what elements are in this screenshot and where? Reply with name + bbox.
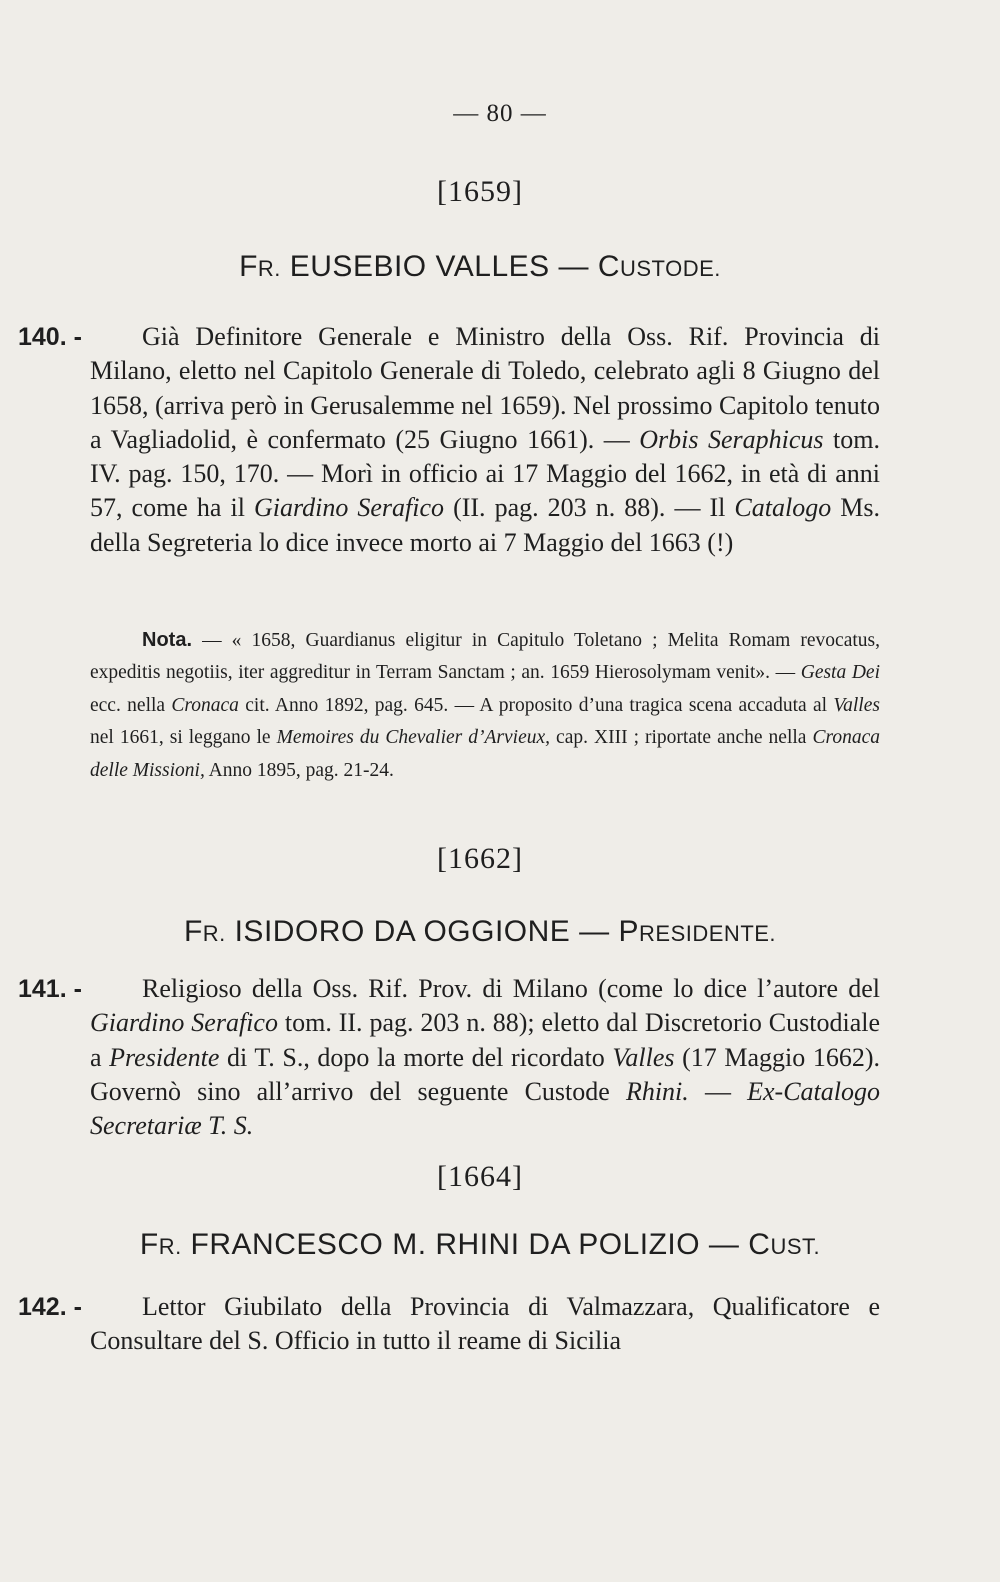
entry-text-part: Ms. della Segreteria lo dice invece morto ai 7 Maggio del 1663 (!) [90, 493, 880, 557]
entry-text-italic: Valles [612, 1042, 675, 1072]
entry-number: 141. - [18, 975, 82, 1003]
entry-text-part: Religioso della Oss. Rif. Prov. di Milano (come lo dice l’autore del [142, 974, 880, 1003]
heading-title-sc: UST. [770, 1234, 821, 1259]
footnote [90, 624, 880, 787]
entry-text-italic: Giardino Serafico [253, 493, 445, 523]
heading-title-sc: USTODE. [620, 256, 721, 281]
heading-title-cap: P [618, 915, 640, 948]
section-heading [0, 915, 960, 949]
entry-text-part: (17 Maggio 1662). Governò sino all’arrivo del seguente Custode [90, 1042, 880, 1106]
note-label: Nota. [142, 629, 192, 651]
entry-text-part: tom. IV. pag. 150, 170. — Morì in officio ai 17 Maggio del 1662, in età di anni 57, come ha il [90, 424, 881, 523]
heading-prefix-sc: R. [202, 921, 226, 946]
entry-text [90, 972, 880, 1143]
entry-text-part: — [688, 1076, 748, 1106]
entry-text-italic: Catalogo [734, 493, 832, 523]
entry-text-part: di T. S., dopo la morte del ricordato [219, 1042, 613, 1072]
heading-title-sc: RESIDENTE. [639, 921, 777, 946]
entry-number: 140. - [18, 323, 82, 351]
entry-text-part: tom. II. pag. 203 n. 88); eletto dal Discretorio Custodiale a [90, 1008, 881, 1072]
heading-prefix-cap: F [183, 915, 203, 948]
heading-prefix-cap: F [139, 1228, 159, 1261]
entry-140 [18, 320, 881, 560]
entry-text-italic: Rhini. [625, 1076, 689, 1106]
page-number: — 80 — [453, 100, 547, 127]
entry-text-part: (II. pag. 203 n. 88). — Il [444, 493, 735, 523]
heading-name: ISIDORO DA OGGIONE — [225, 915, 619, 948]
section-heading [0, 1228, 960, 1262]
year-heading: [1664] [437, 1160, 523, 1193]
entry-141 [18, 972, 881, 1143]
note-text-part: cap. XIII ; riportate anche nella [550, 727, 813, 749]
heading-title-cap: C [597, 250, 620, 283]
year-heading: [1659] [437, 175, 523, 208]
entry-text-italic: Giardino Serafico [90, 1008, 278, 1038]
note-text-italic: Memoires du Chevalier d’Arvieux, [276, 727, 551, 749]
year-heading: [1662] [437, 842, 523, 875]
note-text-italic: Gesta Dei [800, 662, 880, 684]
entry-text [90, 1290, 880, 1359]
note-text-italic: Cronaca delle Missioni, [90, 727, 880, 781]
note-text-italic: Cronaca [171, 694, 239, 716]
note-text-part: Anno 1895, pag. 21-24. [204, 759, 394, 781]
heading-prefix-sc: R. [158, 1234, 182, 1259]
note-text-part: nel 1661, si leggano le [90, 727, 277, 749]
section-heading [0, 250, 960, 284]
heading-title-cap: C [748, 1228, 771, 1261]
entry-142 [18, 1290, 880, 1359]
heading-prefix-cap: F [239, 250, 258, 283]
entry-text-italic: Presidente [109, 1042, 220, 1072]
heading-prefix-sc: R. [257, 256, 281, 281]
note-text-part: cit. Anno 1892, pag. 645. — A proposito d’una tragica scena accaduta al [238, 694, 834, 716]
note-text-part: — « 1658, Guardianus eligitur in Capitulo Toletano ; Melita Romam revocatus, expeditis negotiis, iter aggreditur in Terram Sanctam ; an. 1659 Hierosolymam venit». — [90, 630, 880, 684]
heading-name: FRANCESCO M. RHINI DA POLIZIO — [181, 1228, 749, 1261]
entry-text-italic: Orbis Seraphicus [639, 424, 824, 454]
heading-name: EUSEBIO VALLES — [280, 250, 598, 283]
entry-text [90, 320, 880, 560]
entry-text-part: Già Definitore Generale e Ministro della Oss. Rif. Provincia di Milano, eletto nel Capitolo Generale di Toledo, celebrato agli 8 Giugno del 1658, (arriva però in Gerusalemme nel 1659). Nel prossimo Capitolo tenuto a Vagliadolid, è confermato (25 Giugno 1661). — [90, 322, 880, 454]
note-text-italic: Valles [833, 694, 880, 716]
entry-text-part: Lettor Giubilato della Provincia di Valmazzara, Qualificatore e Consultare del S. Officio in tutto il reame di Sicilia [90, 1292, 880, 1356]
entry-number: 142. - [18, 1293, 82, 1321]
entry-text-italic: Ex-Catalogo Secretariæ T. S. [90, 1076, 880, 1141]
note-text-part: ecc. nella [90, 694, 172, 716]
